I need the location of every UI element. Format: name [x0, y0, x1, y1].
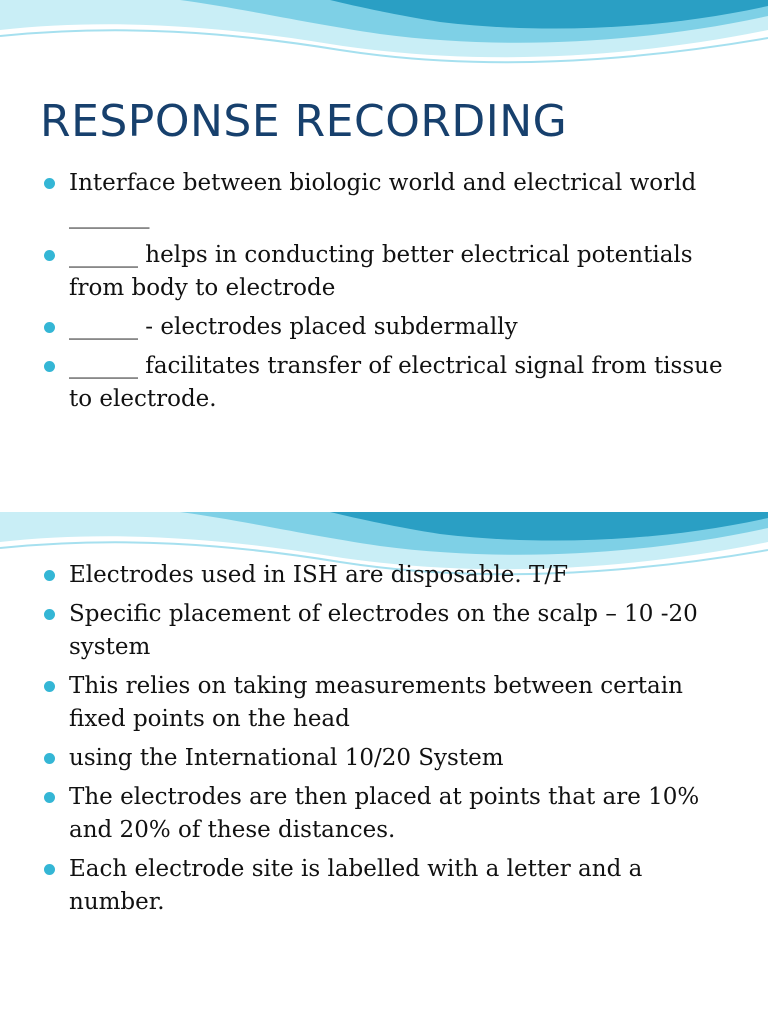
- bullet-item: [42, 853, 734, 919]
- bullet-text: ______ helps in conducting better electrical potentials from body to electrode: [69, 242, 693, 301]
- bullet-list: [42, 167, 734, 422]
- bullet-item: [42, 350, 734, 416]
- bullet-dot-icon: [44, 250, 55, 261]
- bullet-text: Each electrode site is labelled with a letter and a number.: [69, 856, 643, 915]
- bullet-item: [42, 239, 734, 305]
- wave-header-decoration: [0, 0, 768, 80]
- bullet-dot-icon: [44, 570, 55, 581]
- bullet-item: [42, 167, 734, 233]
- slide-title: RESPONSE RECORDING: [40, 96, 568, 147]
- bullet-dot-icon: [44, 681, 55, 692]
- bullet-text: Interface between biologic world and electrical world _______: [69, 170, 697, 229]
- bullet-dot-icon: [44, 864, 55, 875]
- bullet-list: [42, 559, 734, 925]
- bullet-item: [42, 742, 734, 775]
- bullet-text: The electrodes are then placed at points that are 10% and 20% of these distances.: [69, 784, 700, 843]
- bullet-text: This relies on taking measurements between certain fixed points on the head: [69, 673, 683, 732]
- bullet-dot-icon: [44, 753, 55, 764]
- slide-electrode-placement: [0, 512, 768, 1024]
- bullet-text: Specific placement of electrodes on the scalp – 10 -20 system: [69, 601, 698, 660]
- bullet-dot-icon: [44, 178, 55, 189]
- bullet-item: [42, 311, 734, 344]
- bullet-item: [42, 781, 734, 847]
- bullet-item: [42, 598, 734, 664]
- bullet-text: Electrodes used in ISH are disposable. T/F: [69, 562, 569, 588]
- bullet-text: ______ facilitates transfer of electrical signal from tissue to electrode.: [69, 353, 723, 412]
- bullet-text: using the International 10/20 System: [69, 745, 504, 771]
- bullet-text: ______ - electrodes placed subdermally: [69, 314, 518, 340]
- bullet-dot-icon: [44, 361, 55, 372]
- bullet-dot-icon: [44, 792, 55, 803]
- bullet-item: [42, 559, 734, 592]
- bullet-dot-icon: [44, 609, 55, 620]
- bullet-dot-icon: [44, 322, 55, 333]
- bullet-item: [42, 670, 734, 736]
